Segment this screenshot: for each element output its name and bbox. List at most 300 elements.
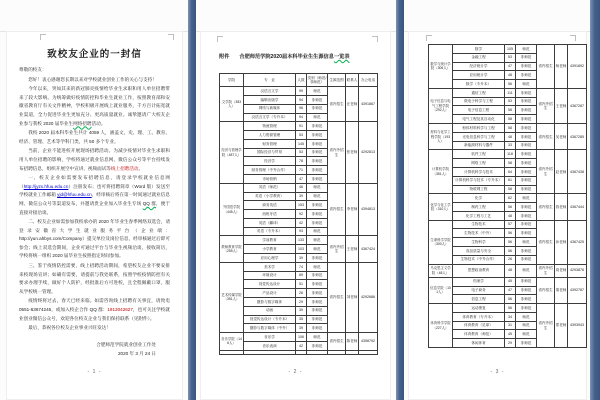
major-cell: 计算机科学与技术（专升本） [453, 176, 505, 185]
letter-paragraph [19, 297, 170, 323]
type-cell: 非师范 [307, 175, 328, 184]
type-cell: 非师范 [307, 289, 328, 298]
major-cell: 运动康复 [453, 304, 505, 313]
type-cell: 师范 [307, 262, 328, 271]
major-cell: 音乐学 [244, 333, 296, 342]
major-cell: 英语（专升本） [244, 227, 296, 236]
contact-cell: 郑老师 [555, 304, 568, 348]
type-cell: 非师范 [307, 324, 328, 333]
phone-cell: 4367287 [568, 88, 587, 123]
major-cell: 生物技术 [453, 220, 505, 229]
count-cell: 58 [505, 124, 516, 133]
letter-title: 致校友企业的一封信 [47, 49, 142, 60]
count-cell: 105 [505, 45, 516, 54]
phone-cell: 4392787 [568, 277, 587, 303]
count-cell: 145 [296, 139, 307, 148]
major-cell: 微电子科学与工程 [453, 97, 505, 106]
letter-signature-block [19, 334, 170, 358]
table-row [429, 124, 587, 133]
count-cell: 48 [505, 132, 516, 141]
type-cell: 非师范 [307, 341, 328, 350]
major-cell: 生物技术（中外） [453, 229, 505, 238]
major-cell: 环境设计 [244, 271, 296, 280]
count-cell: 48 [505, 264, 516, 277]
major-cell: 制药工程 [453, 203, 505, 212]
major-cell: 体育教育（专升本） [453, 312, 505, 321]
table-row [429, 304, 587, 313]
text-run: 最后，恭祝各位校友企业事业兴旺发达！ [28, 325, 111, 331]
phone-cell [359, 350, 378, 354]
count-cell: 45 [505, 277, 516, 286]
major-cell: 思想政治教育 [453, 264, 505, 277]
table-header-cell: 人数 [296, 74, 307, 87]
batch-cell: 省内招生 [328, 183, 346, 236]
count-cell: 26 [505, 255, 516, 264]
count-cell: 56 [505, 295, 516, 304]
major-cell [244, 350, 296, 354]
table-row [220, 333, 378, 342]
count-cell: 74 [296, 262, 307, 271]
count-cell: 34 [505, 312, 516, 321]
major-cell: 应用统计学 [453, 71, 505, 80]
type-cell: 非师范 [516, 106, 537, 115]
college-cell: 数学与统计学院（306人） [429, 45, 453, 89]
letter-paragraph [19, 129, 170, 146]
contact-cell: 钱老师 [555, 194, 568, 220]
document-page-3 [408, 31, 587, 400]
type-cell: 非师范 [307, 218, 328, 227]
window-edge-bar [590, 0, 600, 400]
roster-table-page2 [219, 73, 378, 355]
count-cell: 61 [505, 176, 516, 185]
table-header-cell: 学院 [220, 74, 244, 87]
type-cell: 师范 [516, 194, 537, 203]
count-cell: 58 [505, 115, 516, 124]
major-cell: 汉语言文学（专升本） [244, 113, 296, 122]
count-cell: 118 [505, 150, 516, 159]
batch-cell: 省内招生 [537, 277, 555, 303]
type-cell: 师范 [307, 245, 328, 254]
text-run: 我校 2020 届本科毕业生共计 4059 人，涵盖文、史、理、工、教育、经济、管理、艺术等学科门类，共 50 多个专业。 [19, 130, 170, 144]
contact-cell: 汪老师 [346, 87, 359, 122]
count-cell: 153 [296, 201, 307, 210]
batch-cell: 省内外招生 [328, 122, 346, 183]
phone-cell: 4367285 [568, 124, 587, 150]
count-cell: 48 [505, 211, 516, 220]
table-row [429, 45, 587, 54]
type-cell: 非师范 [516, 229, 537, 238]
count-cell: 48 [505, 71, 516, 80]
college-cell: 教师教育学院（255人） [220, 236, 244, 262]
type-cell: 非师范 [516, 88, 537, 97]
text-run: 二、校友企业如需参加我校承办的 2020 年毕业生春季网络双选会，请登录安徽省大学生就业服务平台（企业端：http://yun.ahbys.com/Company）提交单位及岗位信息，经审核通过后即可参会；线上双选会期间，企业可通过平台与毕业生视频洽谈、接收简历，学校将统一组织 2020 届毕业生按照指定时间参加。 [19, 219, 170, 259]
text-run: 线上招聘活动 [110, 165, 139, 171]
college-cell: 艺术传媒学院（351人） [220, 262, 244, 332]
college-cell: 计算机学院（351人） [429, 150, 453, 194]
count-cell: 106 [296, 333, 307, 342]
count-cell [296, 350, 307, 354]
count-cell: 45 [505, 330, 516, 339]
table-row [429, 150, 587, 159]
major-cell: 食品质量与安全 [453, 246, 505, 255]
phone-cell: 4367425 [568, 220, 587, 264]
text-run: 1913042627 [107, 307, 133, 313]
college-cell: 体育科学学院（227人） [429, 304, 453, 348]
major-cell: 金融工程 [453, 53, 505, 62]
count-cell: 42 [296, 218, 307, 227]
count-cell: 29 [505, 339, 516, 348]
batch-cell: 省内外招生 [537, 264, 555, 277]
count-cell: 46 [296, 183, 307, 192]
type-cell: 非师范 [516, 71, 537, 80]
type-cell: 师范 [307, 192, 328, 201]
text-run: ，便于直接对接洽谈。 [19, 200, 170, 215]
major-cell: 化学工程与工艺 [453, 211, 505, 220]
margin-corner-mark [168, 34, 174, 40]
count-cell: 56 [505, 203, 516, 212]
count-cell: 56 [505, 304, 516, 313]
count-cell: 99 [296, 87, 307, 96]
type-cell: 非师范 [516, 97, 537, 106]
type-cell: 非师范 [307, 271, 328, 280]
phone-cell: 4367424 [359, 236, 378, 262]
table-header-row [220, 74, 378, 87]
letter-signature: 合肥师范学院就业创业工作处 [96, 341, 156, 347]
contact-cell: 李老师 [346, 183, 359, 236]
major-cell: 财务管理（中外合作） [244, 166, 296, 175]
phone-cell: 4393943 [568, 304, 587, 348]
type-cell: 非师范 [516, 167, 537, 176]
type-cell: 非师范 [516, 339, 537, 348]
major-cell: 软件工程 [453, 150, 505, 159]
type-cell: 非师范 [516, 295, 537, 304]
document-page-2 [200, 31, 391, 400]
text-run: 一、校友企业如需要发布招聘信息，请登录学校就业信息网（ [19, 175, 170, 189]
count-cell: 53 [296, 131, 307, 140]
attachment-label: 附件 [219, 54, 230, 60]
major-cell: 休闲体育 [453, 339, 505, 348]
phone-cell: 4358792 [359, 333, 378, 351]
margin-corner-mark [426, 35, 432, 41]
major-cell: 通信工程 [453, 88, 505, 97]
type-cell: 非师范 [516, 115, 537, 124]
count-cell: 96 [296, 104, 307, 113]
table-header-cell: 生源范围 [328, 74, 346, 87]
letter-paragraph [19, 85, 170, 128]
college-cell: 化学与化工学院（310人） [429, 194, 453, 220]
phone-cell: 4394813 [359, 183, 378, 236]
batch-cell: 省内招生 [328, 87, 346, 122]
count-cell: 133 [296, 236, 307, 245]
table-row [220, 350, 378, 354]
major-cell: 计算机科学与技术 [453, 167, 505, 176]
text-run: 三、鉴于疫情防控需要，线上招聘活动期间，希望校友企业不要安排来校现场宣讲；如确有需要，请提前与我处联系，按照学校疫情防控有关要求办理手续，做好个人防护，经批准后方可进校，且全程佩戴口罩，服从学校统一管理。 [19, 263, 170, 294]
letter-date: 2020 年 3 月 24 日 [117, 350, 156, 356]
major-cell: 电子信息工程 [453, 106, 505, 115]
major-cell: 英语（翻译） [244, 218, 296, 227]
letter-paragraph [19, 218, 170, 261]
type-cell: 师范 [307, 183, 328, 192]
college-cell: 马克思主义学院（48人） [429, 264, 453, 277]
major-cell: 光电信息科学与工程 [453, 132, 505, 141]
text-run: 活动。 [91, 120, 106, 126]
college-cell: 电子信息与电气工程学院（292人） [429, 88, 453, 123]
count-cell: 47 [296, 175, 307, 184]
major-cell: 摄影与数字媒体 [244, 297, 296, 306]
type-cell: 师范 [516, 321, 537, 330]
count-cell: 103 [296, 245, 307, 254]
contact-cell: 吴老师 [555, 124, 568, 150]
text-run: 疫情终将过去，春天已经来临。如需咨询线上招聘有关事宜，请致电 0551-63674245，或加入校企合作 QQ 群： [19, 298, 170, 313]
batch-cell [328, 350, 346, 354]
major-cell: 经济学 [244, 157, 296, 166]
major-cell: 英语（小学教育） [244, 192, 296, 201]
major-cell: 产品设计 [244, 289, 296, 298]
type-cell: 非师范 [307, 280, 328, 289]
text-run: 。 [138, 165, 144, 171]
contact-cell: 陈老师 [346, 333, 359, 351]
type-cell: 师范 [516, 238, 537, 247]
margin-corner-mark [372, 36, 378, 42]
major-cell: 美术学 [244, 262, 296, 271]
type-cell: 非师范 [516, 62, 537, 71]
major-cell: 视觉传达设计 [244, 280, 296, 289]
major-cell: 财务管理 [244, 139, 296, 148]
margin-corner-mark [570, 35, 576, 41]
table-row [429, 194, 587, 203]
type-cell: 非师范 [516, 53, 537, 62]
college-cell: 文学院（383人） [220, 87, 244, 122]
type-cell: 非师范 [307, 201, 328, 210]
hyperlink[interactable]: yjd@hfuu.edu.cn [57, 192, 92, 198]
page-divider-bar [396, 0, 404, 400]
major-cell: 数学 [453, 45, 505, 54]
count-cell: 56 [505, 229, 516, 238]
letter-body [7, 66, 182, 358]
count-cell: 42 [296, 341, 307, 350]
major-cell: 体育教育（足球） [453, 321, 505, 330]
major-cell: 英语（师范） [244, 183, 296, 192]
table-header-cell: 联系人 [346, 74, 359, 87]
table-title: 合肥师范学院2020届本科毕业生生源信息 [239, 54, 334, 60]
major-cell: 人力资源管理 [244, 131, 296, 140]
count-cell: 94 [296, 113, 307, 122]
count-cell: 39 [296, 324, 307, 333]
type-cell: 非师范 [307, 315, 328, 324]
text-run: 今年以来，突如其来的新冠肺炎疫情给毕业生求职和用人单位招聘带来了较大影响。为统筹做好疫情防控和毕业生就业工作，按照教育部和安徽省教育厅有关文件精神，学校积极开展线上就业服务，千方百计拓宽就业渠道，全力促进毕业生更加充分、更高质量就业。诚挚邀请广大校友企业参与我校 2020 届毕业生 [19, 86, 170, 126]
letter-paragraph [19, 147, 170, 173]
letter-paragraph [19, 174, 170, 217]
batch-cell: 省内招生 [537, 45, 555, 89]
major-cell: 生物技术（中外合作） [453, 255, 505, 264]
text-run: ，也可关注学校就业创业微信公众号，欢迎各位校友企业与我们保持联系（见附件）。 [19, 307, 170, 321]
type-cell: 师范 [307, 236, 328, 245]
table-row [220, 87, 378, 96]
table-row [220, 183, 378, 192]
major-cell: 学前教育 [244, 236, 296, 245]
type-cell: 师范 [307, 333, 328, 342]
major-cell: 粉体材料科学与工程 [453, 124, 505, 133]
table-row [429, 220, 587, 229]
major-cell: 市场营销 [244, 175, 296, 184]
major-cell: 摄影与数字媒体（中外） [244, 324, 296, 333]
count-cell: 58 [505, 159, 516, 168]
type-cell: 非师范 [516, 132, 537, 141]
count-cell: 71 [296, 166, 307, 175]
count-cell: 91 [296, 122, 307, 131]
major-cell: 档案学 [453, 277, 505, 286]
contact-cell: 杨老师 [555, 45, 568, 89]
major-cell: 国际经济与贸易 [244, 148, 296, 157]
phone-cell: 4293876 [568, 264, 587, 277]
type-cell: 非师范 [307, 148, 328, 157]
contact-cell [346, 350, 359, 354]
phone-cell: 4292686 [359, 262, 378, 332]
major-cell: 动画 [244, 306, 296, 315]
type-cell: 师范 [516, 312, 537, 321]
count-cell: 78 [296, 157, 307, 166]
letter-salutation: 尊敬的校友： [19, 67, 47, 72]
type-cell: 师范 [516, 330, 537, 339]
count-cell: 57 [505, 220, 516, 229]
major-cell: 生物科学 [453, 238, 505, 247]
count-cell: 64 [505, 167, 516, 176]
major-cell: 化学 [453, 194, 505, 203]
college-cell [220, 350, 244, 354]
roster-table-page3 [428, 44, 587, 348]
major-cell: 视觉传达设计（专升本） [244, 315, 296, 324]
major-cell: 编辑出版学 [244, 95, 296, 104]
college-cell: 经济与管理学院（487人） [220, 122, 244, 183]
contact-cell: 胡老师 [555, 277, 568, 303]
count-cell: 31 [505, 321, 516, 330]
count-cell: 51 [296, 280, 307, 289]
count-cell: 53 [296, 148, 307, 157]
count-cell: 33 [505, 141, 516, 150]
text-run: 当前，企业不能进校开展现场招聘活动。为减少疫情对毕业生求职和用人单位招聘的影响，学校将通过就业信息网、微信公众号等平台持续发布招聘信息，组织开展空中宣讲、视频面试等 [19, 148, 170, 171]
type-cell: 非师范 [307, 157, 328, 166]
batch-cell: 省内招生 [537, 220, 555, 264]
count-cell: 29 [296, 297, 307, 306]
type-cell: 非师范 [516, 124, 537, 133]
count-cell: 94 [296, 95, 307, 104]
type-cell: 非师范 [516, 159, 537, 168]
major-cell: 信息工程 [453, 295, 505, 304]
page-number-1: - 1 - [87, 369, 102, 375]
major-cell: 网络工程 [453, 159, 505, 168]
major-cell: 电子商务 [453, 286, 505, 295]
major-cell: 物流管理 [244, 122, 296, 131]
type-cell: 非师范 [516, 304, 537, 313]
type-cell: 非师范 [516, 176, 537, 185]
major-cell: 商务英语 [244, 201, 296, 210]
major-cell: 新能源材料与器件 [453, 141, 505, 150]
type-cell: 非师范 [516, 255, 537, 264]
batch-cell: 省内招生 [537, 194, 555, 220]
college-cell: 材料与化学工程学院（193人） [429, 124, 453, 150]
table-header-cell: 类别（师范/非师范） [307, 74, 328, 87]
type-cell: 非师范 [307, 210, 328, 219]
count-cell: 69 [296, 271, 307, 280]
text-run: ，经审核后将在第一时间通过就业信息网、微信公众号等渠道发布，并邀请贵企业加入毕业生专场 [19, 192, 170, 206]
text-run: QQ 群 [142, 200, 156, 206]
letter-paragraph [19, 76, 170, 85]
type-cell: 师范 [516, 80, 537, 89]
table-row [429, 264, 587, 277]
type-cell: 非师范 [516, 277, 537, 286]
type-cell: 师范 [307, 87, 328, 96]
batch-cell: 省内招生 [328, 262, 346, 332]
margin-corner-mark [40, 34, 46, 40]
batch-cell: 省内外招生 [328, 236, 346, 262]
count-cell: 58 [505, 185, 516, 194]
type-cell: 非师范 [516, 185, 537, 194]
type-cell: 非师范 [516, 246, 537, 255]
college-cell: 音乐学院（146人） [220, 333, 244, 351]
letter-paragraphs [19, 76, 170, 333]
major-cell: 汉语言文学 [244, 87, 296, 96]
type-cell: 师范 [516, 45, 537, 54]
margin-corner-mark [217, 36, 223, 42]
type-cell: 非师范 [516, 211, 537, 220]
type-cell: 非师范 [307, 131, 328, 140]
major-cell: 小学教育 [244, 245, 296, 254]
hyperlink[interactable]: http://jyzx.hfuu.edu.cn [23, 183, 69, 189]
type-cell: 非师范 [307, 166, 328, 175]
type-cell: 非师范 [307, 95, 328, 104]
phone-cell: 4391892 [568, 45, 587, 89]
phone-cell: 4292813 [359, 122, 378, 183]
type-cell: 非师范 [307, 306, 328, 315]
type-cell: 非师范 [516, 286, 537, 295]
type-cell: 非师范 [307, 122, 328, 131]
text-run: 您好！衷心感谢您长期以来对学校就业创业工作的关心与支持！ [28, 76, 157, 82]
batch-cell: 省内招生 [537, 124, 555, 150]
major-cell: 应用心理学 [244, 254, 296, 263]
college-cell: 生命科学学院（300人） [429, 220, 453, 264]
table-header-cell: 办公电话 [359, 74, 378, 87]
type-cell: 非师范 [516, 220, 537, 229]
type-cell: 非师范 [516, 150, 537, 159]
count-cell: 92 [296, 210, 307, 219]
table-row [220, 122, 378, 131]
major-cell: 音乐表演 [244, 341, 296, 350]
count-cell: 111 [505, 88, 516, 97]
text-run: ）注册发布；也可将招聘简章（Word 版）发送至学校就业工作邮箱 [19, 183, 170, 198]
batch-cell: 省内外招生 [537, 88, 555, 123]
major-cell: 电气工程及其自动化 [453, 115, 505, 124]
phone-cell: 4391867 [359, 87, 378, 122]
count-cell: 26 [296, 289, 307, 298]
table-row [429, 277, 587, 286]
count-cell: 56 [505, 80, 516, 89]
document-page-1 [6, 31, 183, 400]
page-number-3: - 3 - [490, 369, 505, 375]
table-row [220, 262, 378, 271]
phone-cell: 4367444 [568, 194, 587, 220]
count-cell: 58 [505, 106, 516, 115]
type-cell: 非师范 [307, 254, 328, 263]
type-cell: 师范 [516, 264, 537, 277]
major-cell: 体育教育（师范） [453, 330, 505, 339]
type-cell: 非师范 [307, 297, 328, 306]
contact-cell: 赵老师 [555, 150, 568, 194]
major-cell: 网络与新媒体 [244, 104, 296, 113]
batch-cell: 省内招生 [328, 333, 346, 351]
type-cell: 师范 [307, 227, 328, 236]
table-row [429, 88, 587, 97]
type-cell: 非师范 [307, 104, 328, 113]
